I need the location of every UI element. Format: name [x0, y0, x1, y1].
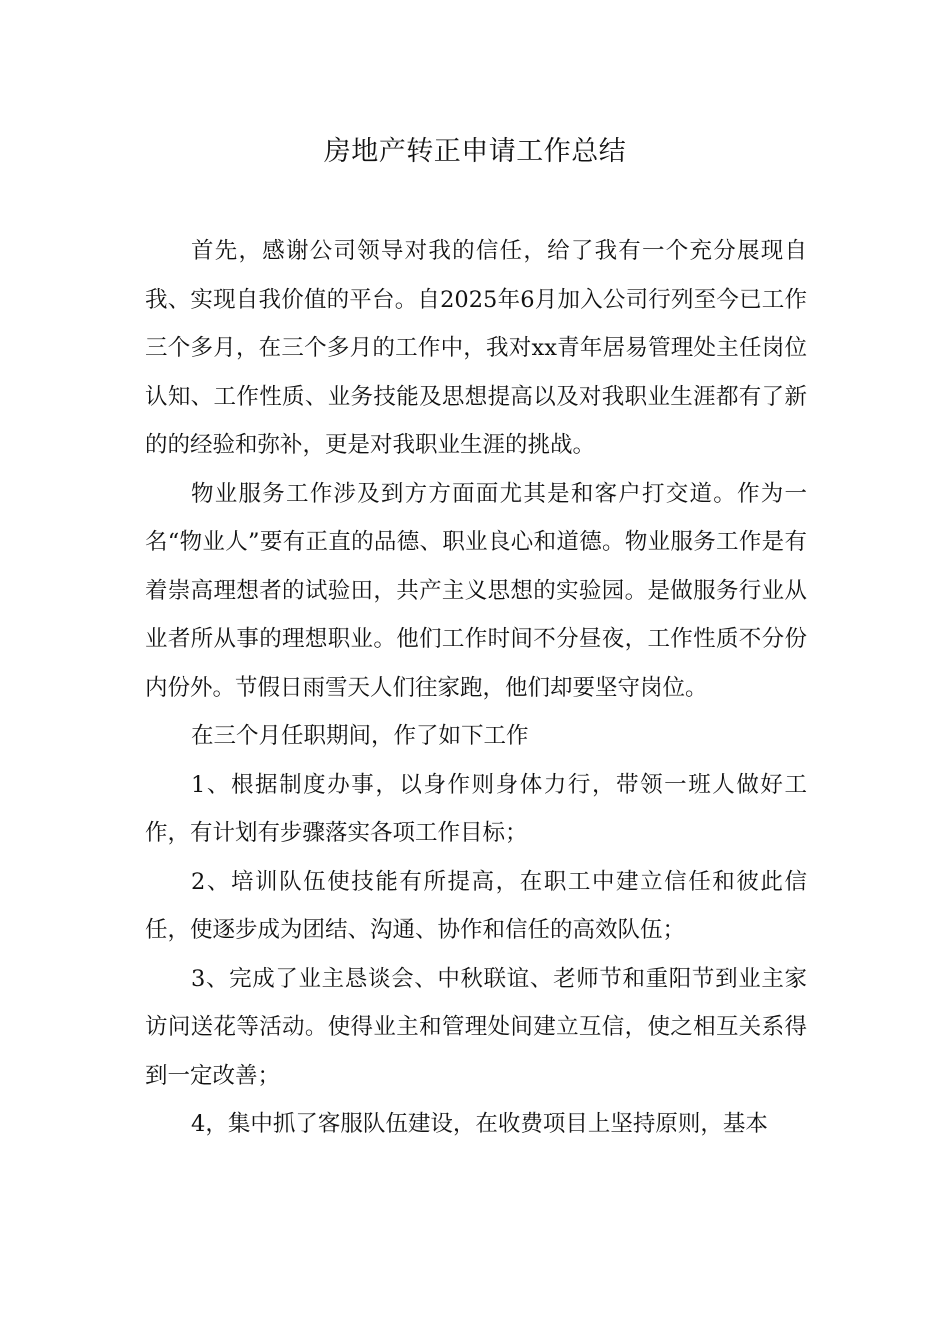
paragraph-item-2: 2、培训队伍使技能有所提高，在职工中建立信任和彼此信任，使逐步成为团结、沟通、协作和信任的高效队伍； [145, 868, 807, 943]
paragraph-intro: 首先，感谢公司领导对我的信任，给了我有一个充分展现自我、实现自我价值的平台。自2025年6月加入公司行列至今已工作三个多月，在三个多月的工作中，我对xx青年居易管理处主任岗位认知、工作性质、业务技能及思想提高以及对我职业生涯都有了新的的经验和弥补，更是对我职业生涯的挑战。 [145, 238, 807, 458]
paragraph-property-service: 物业服务工作涉及到方方面面尤其是和客户打交道。作为一名“物业人”要有正直的品德、职业良心和道德。物业服务工作是有着崇高理想者的试验田，共产主义思想的实验园。是做服务行业从业者所从事的理想职业。他们工作时间不分昼夜，工作性质不分份内份外。节假日雨雪天人们往家跑，他们却要坚守岗位。 [145, 480, 807, 701]
document-title: 房地产转正申请工作总结 [323, 136, 627, 167]
paragraph-work-summary-lead: 在三个月任职期间，作了如下工作 [191, 723, 529, 749]
paragraph-item-1: 1、根据制度办事，以身作则身体力行，带领一班人做好工作，有计划有步骤落实各项工作目标； [145, 771, 807, 846]
document-body [145, 227, 807, 1149]
paragraph-item-3: 3、完成了业主恳谈会、中秋联谊、老师节和重阳节到业主家访问送花等活动。使得业主和管理处间建立互信，使之相互关系得到一定改善； [145, 965, 807, 1089]
paragraph-item-4: 4，集中抓了客服队伍建设，在收费项目上坚持原则，基本 [191, 1111, 768, 1137]
